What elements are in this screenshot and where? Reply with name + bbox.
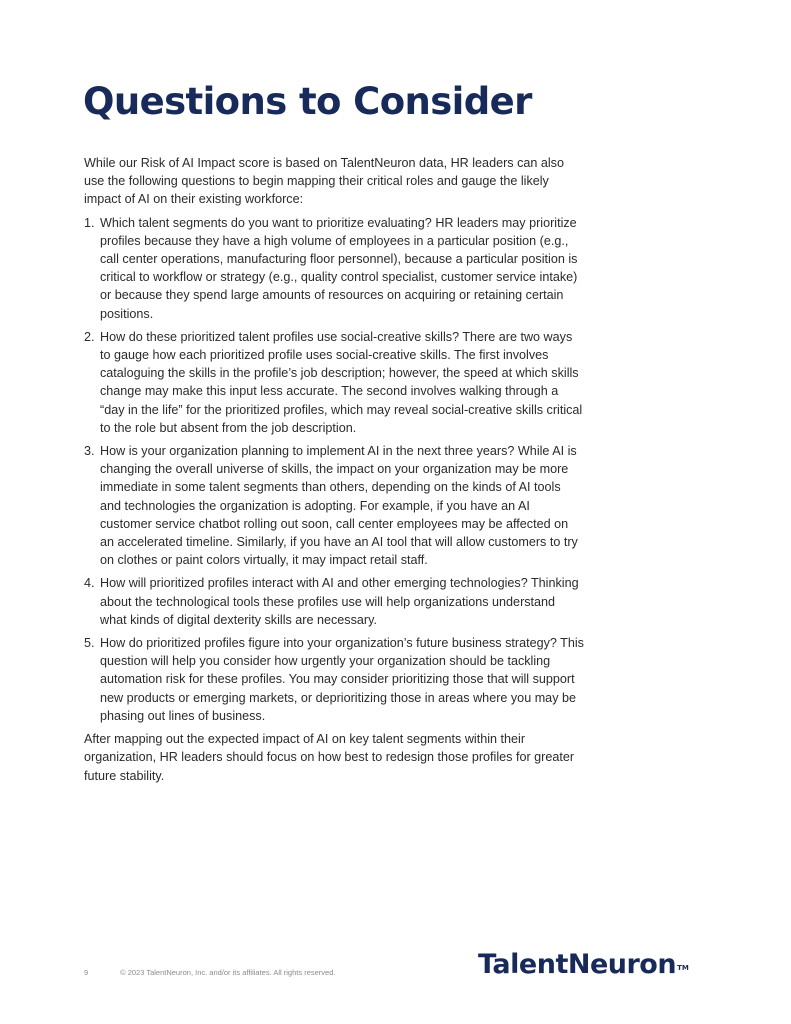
- logo-wordmark: TalentNeuron: [478, 949, 677, 980]
- page-number: 9: [84, 968, 89, 977]
- list-item-number: 4.: [84, 576, 95, 591]
- list-item-text: How will prioritized profiles interact with AI and other emerging technologies? Thinking about the technological tools these profiles use will help organizations understand what kinds of digital dexterity skills are necessary.: [100, 576, 579, 627]
- list-item-text: Which talent segments do you want to prioritize evaluating? HR leaders may prioritize profiles because they have a high volume of employees in a particular position (e.g., call center operations, manufacturing floor personnel), because a particular position is critical to workflow or strategy (e.g., quality control specialist, customer service intake) or because they spend large amounts of resources on acquiring or retaining certain positions.: [100, 215, 578, 321]
- page-title: Questions to Consider: [83, 80, 532, 123]
- list-item-text: How do prioritized profiles figure into your organization’s future business strategy? This question will help you consider how urgently your organization should be tackling automation risk for these profiles. You may consider prioritizing those that will support new products or emerging markets, or deprioritizing those in areas where you may be phasing out lines of business.: [100, 636, 584, 723]
- closing-paragraph: After mapping out the expected impact of AI on key talent segments within their organization, HR leaders should focus on how best to redesign those profiles for greater future stability.: [84, 732, 575, 783]
- copyright-notice: © 2023 TalentNeuron, Inc. and/or its affiliates. All rights reserved.: [120, 968, 336, 977]
- list-item-number: 1.: [84, 215, 95, 230]
- list-item-text: How is your organization planning to implement AI in the next three years? While AI is changing the overall universe of skills, the impact on your organization may be more immediate in some talent segments than others, depending on the kinds of AI tools and technologies the organization is adopting. For example, if you have an AI customer service chatbot rolling out soon, call center employees may be affected on an accelerated timeline. Similarly, if you have an AI tool that will allow customers to try on clothes or paint colors virtually, it may impact retail staff.: [100, 444, 578, 568]
- list-item: [84, 328, 584, 437]
- list-item-text: How do these prioritized talent profiles use social-creative skills? There are two ways to gauge how each prioritized profile uses social-creative skills. The first involves cataloguing the skills in the profile’s job description; however, the speed at which skills change may make this input less accurate. The second involves walking through a “day in the life” for the prioritized profiles, which may reveal social-creative skills critical to the role but absent from the job description.: [100, 329, 583, 435]
- questions-list: [84, 214, 584, 725]
- list-item-number: 2.: [84, 329, 95, 344]
- list-item: [84, 634, 584, 725]
- page-footer: [84, 968, 335, 977]
- brand-logo: [478, 947, 689, 983]
- list-item: [84, 214, 584, 323]
- list-item: [84, 442, 584, 569]
- body-content: [84, 154, 584, 790]
- trademark-mark: TM: [677, 964, 689, 972]
- list-item-number: 3.: [84, 444, 95, 459]
- list-item-number: 5.: [84, 636, 95, 651]
- intro-paragraph: While our Risk of AI Impact score is based on TalentNeuron data, HR leaders can also use the following questions to begin mapping their critical roles and gauge the likely impact of AI on their existing workforce:: [84, 156, 564, 207]
- list-item: [84, 574, 584, 629]
